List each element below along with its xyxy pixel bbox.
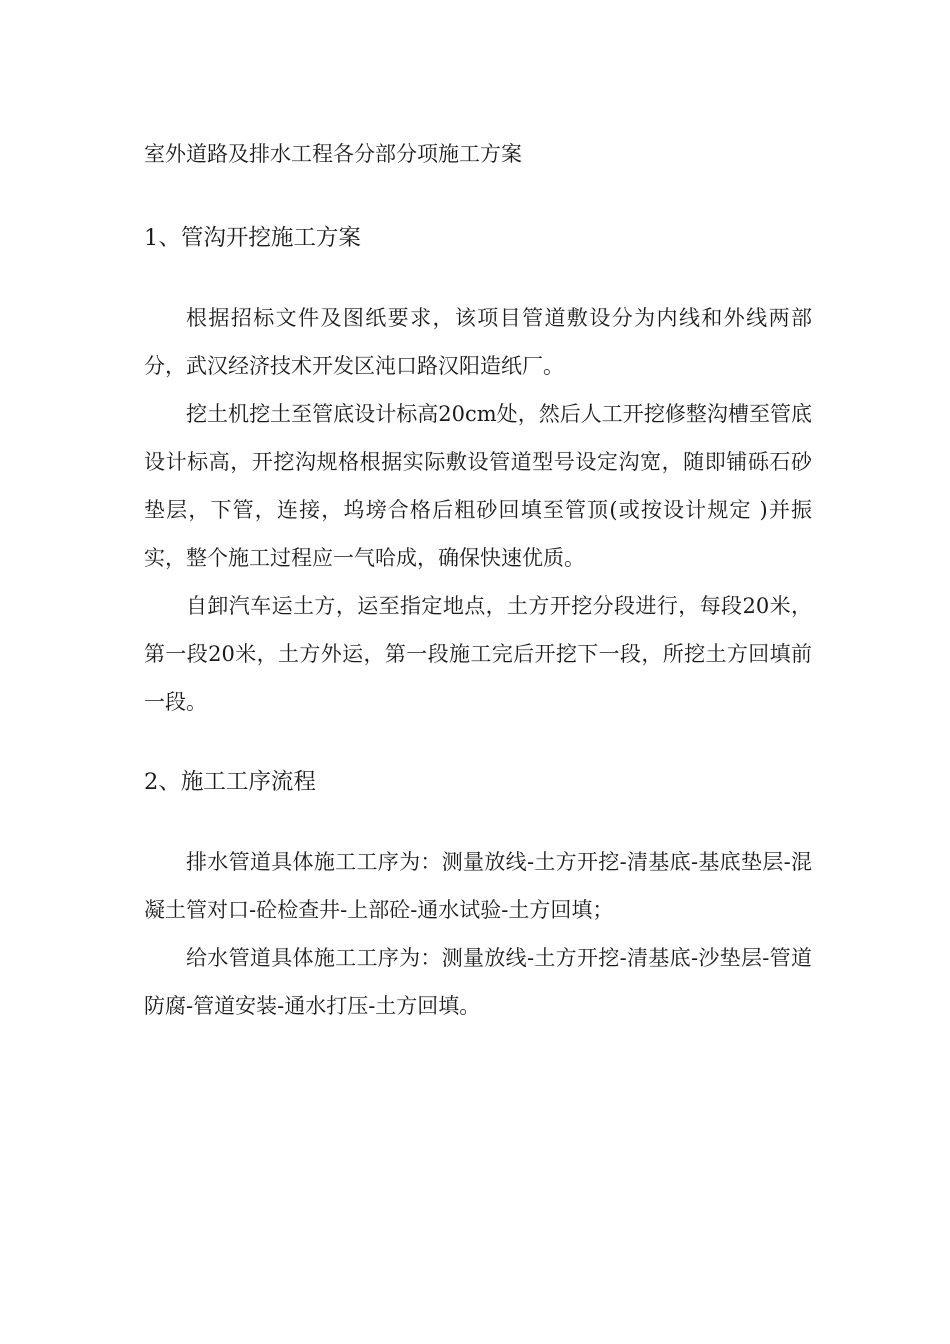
paragraph: 自卸汽车运土方，运至指定地点，土方开挖分段进行，每段20米，第一段20米，土方外运，第一段施工完后开挖下一段，所挖土方回填前一段。 [144,594,812,714]
section-heading: 1、管沟开挖施工方案 [144,225,361,251]
paragraph: 根据招标文件及图纸要求，该项目管道敷设分为内线和外线两部分，武汉经济技术开发区沌口路汉阳造纸厂。 [144,306,812,378]
paragraph: 给水管道具体施工工序为：测量放线-土方开挖-清基底-沙垫层-管道防腐-管道安装-通水打压-土方回填。 [144,946,812,1018]
section-heading: 2、施工工序流程 [144,769,316,795]
document-title: 室外道路及排水工程各分部分项施工方案 [144,142,522,166]
section-pipe-trench [144,216,812,726]
section-process-flow [144,760,812,1030]
document-body [144,132,812,1064]
paragraph: 排水管道具体施工工序为：测量放线-土方开挖-清基底-基底垫层-混凝土管对口-砼检查井-上部砼-通水试验-土方回填； [144,850,812,922]
paragraph: 挖土机挖土至管底设计标高20cm处，然后人工开挖修整沟槽至管底设计标高，开挖沟规格根据实际敷设管道型号设定沟宽，随即铺砾石砂垫层，下管，连接，坞塝合格后粗砂回填至管顶(或按设计规定 )并振实，整个施工过程应一气哈成，确保快速优质。 [144,402,812,570]
